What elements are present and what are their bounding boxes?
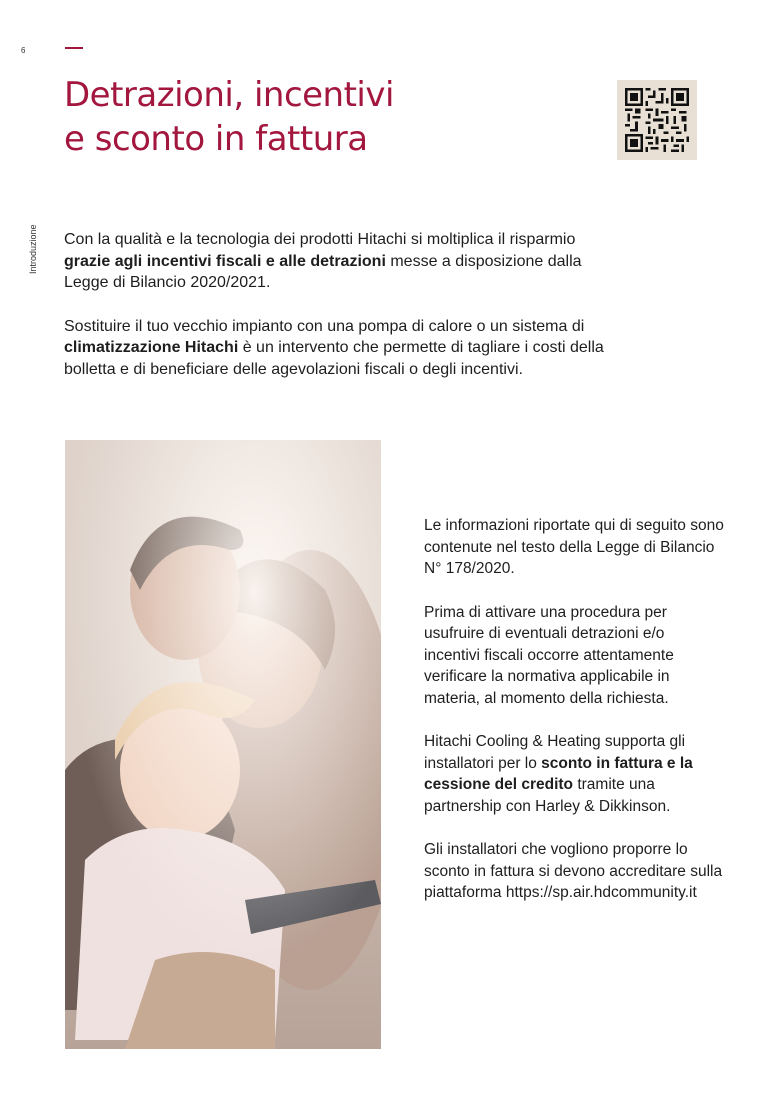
family-photo (65, 440, 381, 1049)
intro-paragraph-1: Con la qualità e la tecnologia dei prodotti Hitachi si moltiplica il risparmio grazie agli incentivi fiscali e alle detrazioni messe a disposizione dalla Legge di Bilancio 2020/2021. (64, 231, 582, 291)
page-number: 6 (21, 46, 26, 55)
page-title (64, 73, 394, 161)
info-paragraph-1: Le informazioni riportate qui di seguito sono contenute nel testo della Legge di Bilancio N° 178/2020. (424, 517, 724, 577)
accent-dash (65, 47, 83, 49)
intro-paragraph-2: Sostituire il tuo vecchio impianto con una pompa di calore o un sistema di climatizzazione Hitachi è un intervento che permette di tagliare i costi della bolletta e di beneficiare delle agevolazioni fiscali o degli incentivi. (64, 317, 604, 378)
title-line-1: Detrazioni, incentivi (64, 75, 394, 115)
section-label: Introduzione (28, 224, 38, 274)
qr-code-icon (625, 88, 689, 152)
family-photo-illustration (65, 440, 381, 1049)
qr-code[interactable] (617, 80, 697, 160)
title-line-2: e sconto in fattura (64, 119, 368, 159)
info-paragraph-3: Hitachi Cooling & Heating supporta gli installatori per lo sconto in fattura e la cessione del credito tramite una partnership con Harley & Dikkinson. (424, 733, 693, 815)
info-text (424, 515, 724, 926)
info-paragraph-4: Gli installatori che vogliono proporre lo sconto in fattura si devono accreditare sulla piattaforma https://sp.air.hdcommunity.it (424, 841, 723, 901)
intro-text (64, 229, 624, 402)
info-paragraph-2: Prima di attivare una procedura per usufruire di eventuali detrazioni e/o incentivi fiscali occorre attentamente verificare la normativa applicabile in materia, al momento della richiesta. (424, 603, 674, 707)
